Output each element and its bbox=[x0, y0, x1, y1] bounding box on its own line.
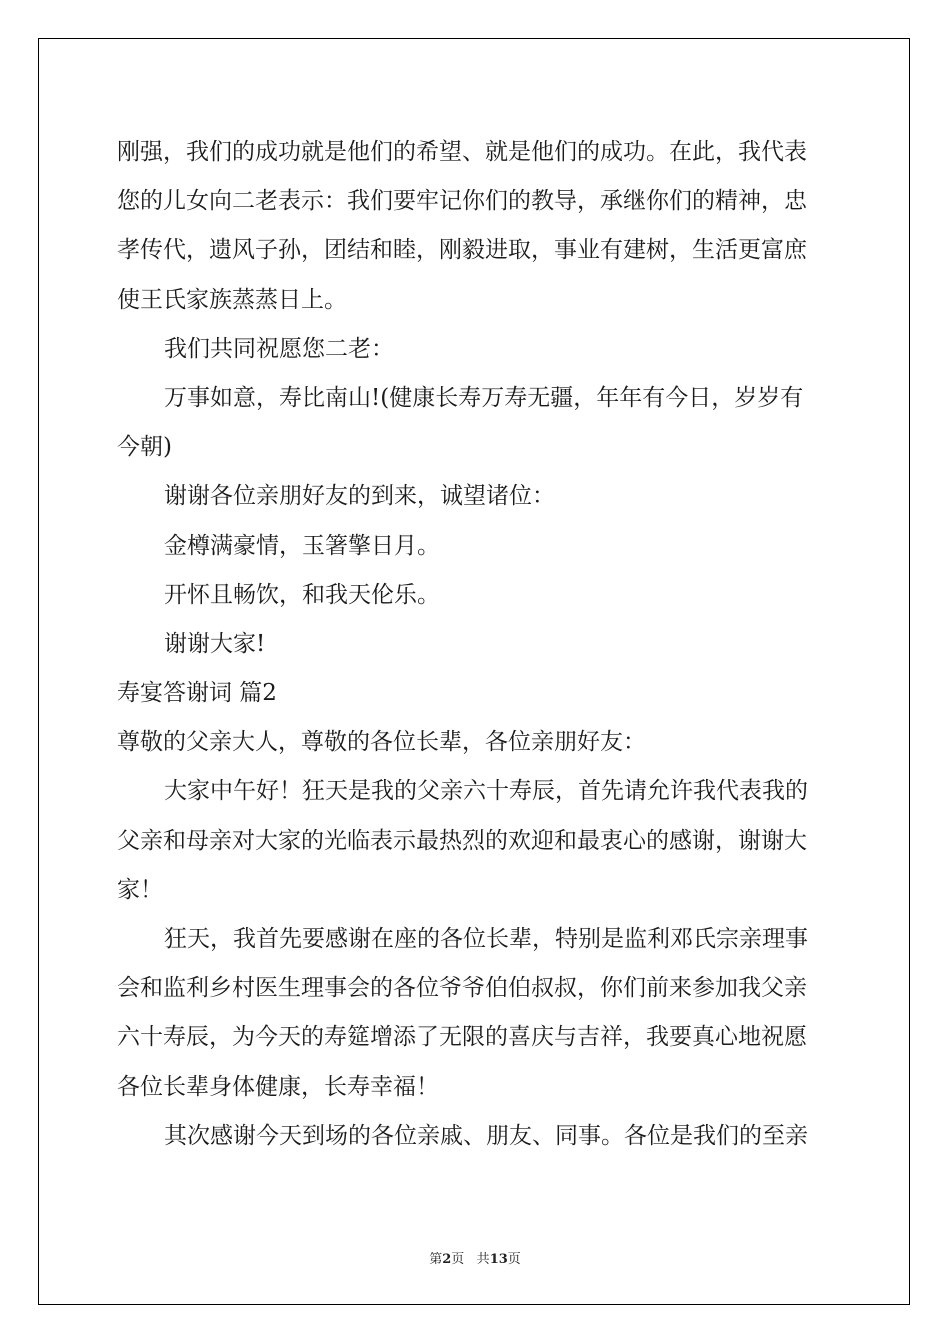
footer-total-prefix: 共 bbox=[476, 1252, 490, 1267]
footer-page-unit: 页 bbox=[451, 1252, 465, 1267]
text-line: 万事如意，寿比南山!(健康长寿万寿无疆，年年有今日，岁岁有 bbox=[164, 384, 804, 411]
text-line: 各位长辈身体健康，长寿幸福！ bbox=[117, 1073, 439, 1100]
total-pages: 13 bbox=[489, 1252, 508, 1267]
salutation: 尊敬的父亲大人，尊敬的各位长辈，各位亲朋好友： bbox=[117, 729, 646, 756]
text-line: 金樽满豪情，玉箸擎日月。 bbox=[164, 532, 440, 559]
text-line: 大家中午好！狂天是我的父亲六十寿辰，首先请允许我代表我的 bbox=[164, 778, 808, 805]
text-line: 六十寿辰，为今天的寿筵增添了无限的喜庆与吉祥，我要真心地祝愿 bbox=[117, 1024, 807, 1051]
text-line: 孝传代，遗风子孙，团结和睦，刚毅进取，事业有建树，生活更富庶 bbox=[117, 237, 807, 264]
text-line: 谢谢大家! bbox=[164, 630, 266, 657]
text-line: 狂天，我首先要感谢在座的各位长辈，特别是监利邓氏宗亲理事 bbox=[164, 926, 808, 952]
text-line: 今朝) bbox=[117, 434, 172, 461]
text-line: 我们共同祝愿您二老： bbox=[164, 335, 394, 362]
text-line: 家！ bbox=[117, 876, 163, 903]
text-line: 会和监利乡村医生理事会的各位爷爷伯伯叔叔，你们前来参加我父亲 bbox=[117, 975, 807, 1002]
text-line: 使王氏家族蒸蒸日上。 bbox=[117, 286, 347, 313]
text-line: 父亲和母亲对大家的光临表示最热烈的欢迎和最衷心的感谢，谢谢大 bbox=[117, 827, 807, 854]
footer-prefix: 第 bbox=[429, 1252, 443, 1267]
footer-total-unit: 页 bbox=[507, 1252, 521, 1267]
text-line: 刚强，我们的成功就是他们的希望、就是他们的成功。在此，我代表 bbox=[117, 139, 807, 165]
page-number: 2 bbox=[442, 1252, 452, 1267]
document-body bbox=[117, 128, 837, 1161]
page-footer bbox=[0, 1248, 950, 1267]
text-line: 开怀且畅饮，和我天伦乐。 bbox=[164, 581, 440, 608]
text-line: 其次感谢今天到场的各位亲戚、朋友、同事。各位是我们的至亲 bbox=[164, 1122, 808, 1149]
text-line: 您的儿女向二老表示：我们要牢记你们的教导，承继你们的精神，忠 bbox=[117, 188, 807, 215]
text-line: 谢谢各位亲朋好友的到来，诚望诸位： bbox=[164, 483, 555, 510]
section-heading: 寿宴答谢词 篇2 bbox=[117, 680, 277, 707]
